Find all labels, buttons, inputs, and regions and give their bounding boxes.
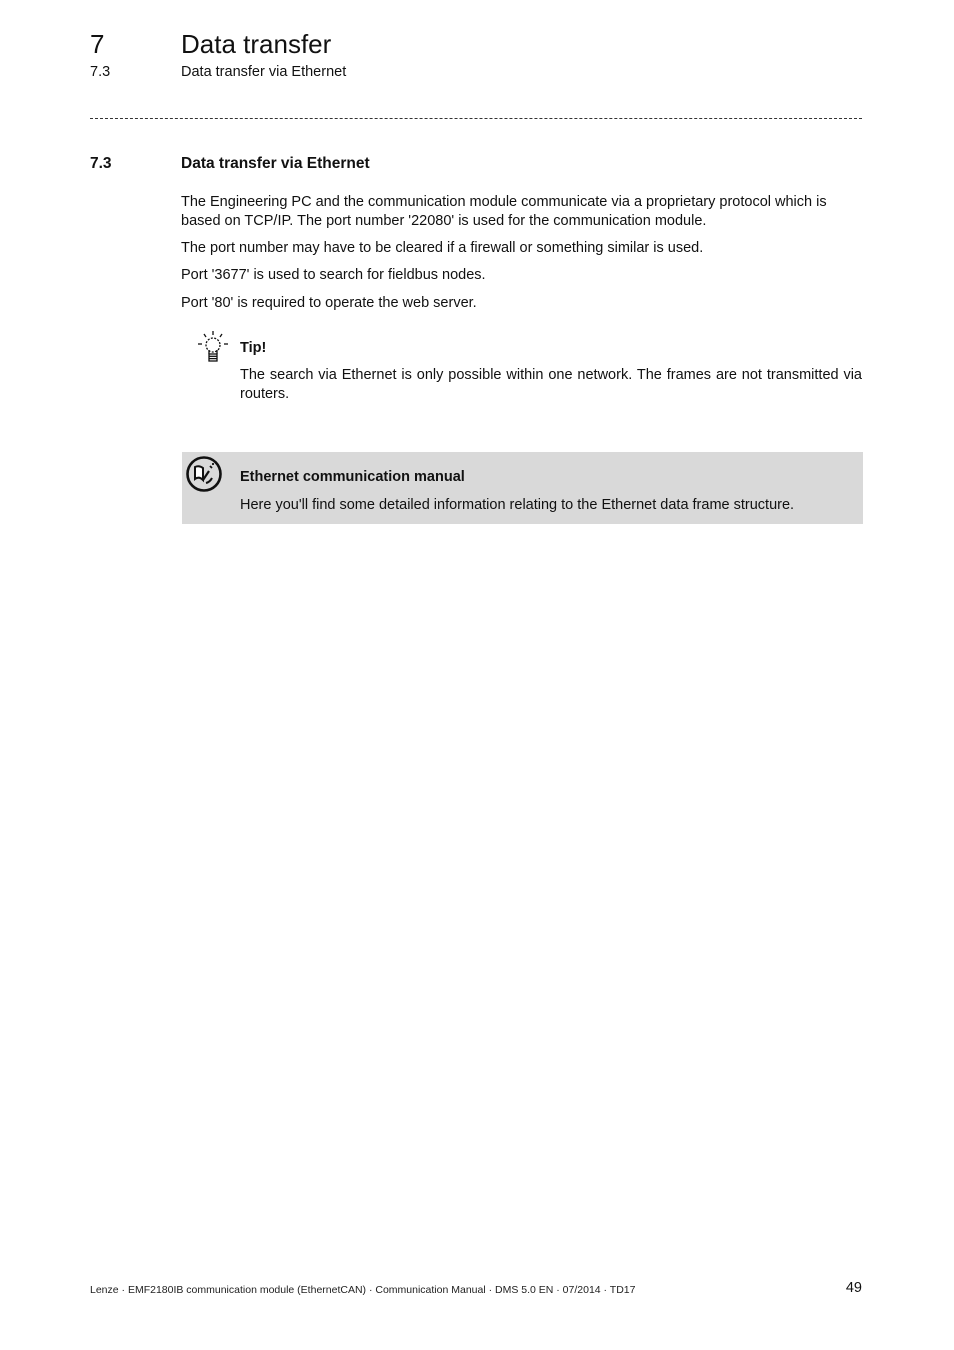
- section-heading: Data transfer via Ethernet: [181, 155, 370, 172]
- lightbulb-icon: [196, 330, 230, 364]
- header-divider: [90, 118, 862, 119]
- page-footer: Lenze · EMF2180IB communication module (EthernetCAN) · Communication Manual · DMS 5.0 EN · 07/2014 · TD17: [90, 1284, 636, 1296]
- tip-label: Tip!: [240, 340, 267, 356]
- chapter-title: Data transfer: [181, 29, 332, 59]
- header-section-number: 7.3: [90, 64, 111, 80]
- reference-note-title: Ethernet communication manual: [240, 469, 465, 485]
- section-number: 7.3: [90, 155, 112, 172]
- paragraph-protocol: The Engineering PC and the communication module communicate via a proprietary protocol which is based on TCP/IP. The port number '22080' is used for the communication module.: [181, 194, 827, 229]
- header-section-title: Data transfer via Ethernet: [181, 64, 347, 80]
- reference-note-text: Here you'll find some detailed information relating to the Ethernet data frame structure.: [240, 497, 795, 513]
- paragraph-fieldbus-port: Port '3677' is used to search for fieldbus nodes.: [181, 267, 486, 283]
- paragraph-firewall: The port number may have to be cleared if a firewall or something similar is used.: [181, 240, 704, 256]
- chapter-number: 7: [90, 29, 105, 59]
- tip-text: The search via Ethernet is only possible within one network. The frames are not transmitted via routers.: [240, 367, 862, 402]
- manual-reference-icon: [185, 455, 223, 493]
- paragraph-webserver-port: Port '80' is required to operate the web server.: [181, 295, 477, 311]
- page-number: 49: [845, 1280, 862, 1296]
